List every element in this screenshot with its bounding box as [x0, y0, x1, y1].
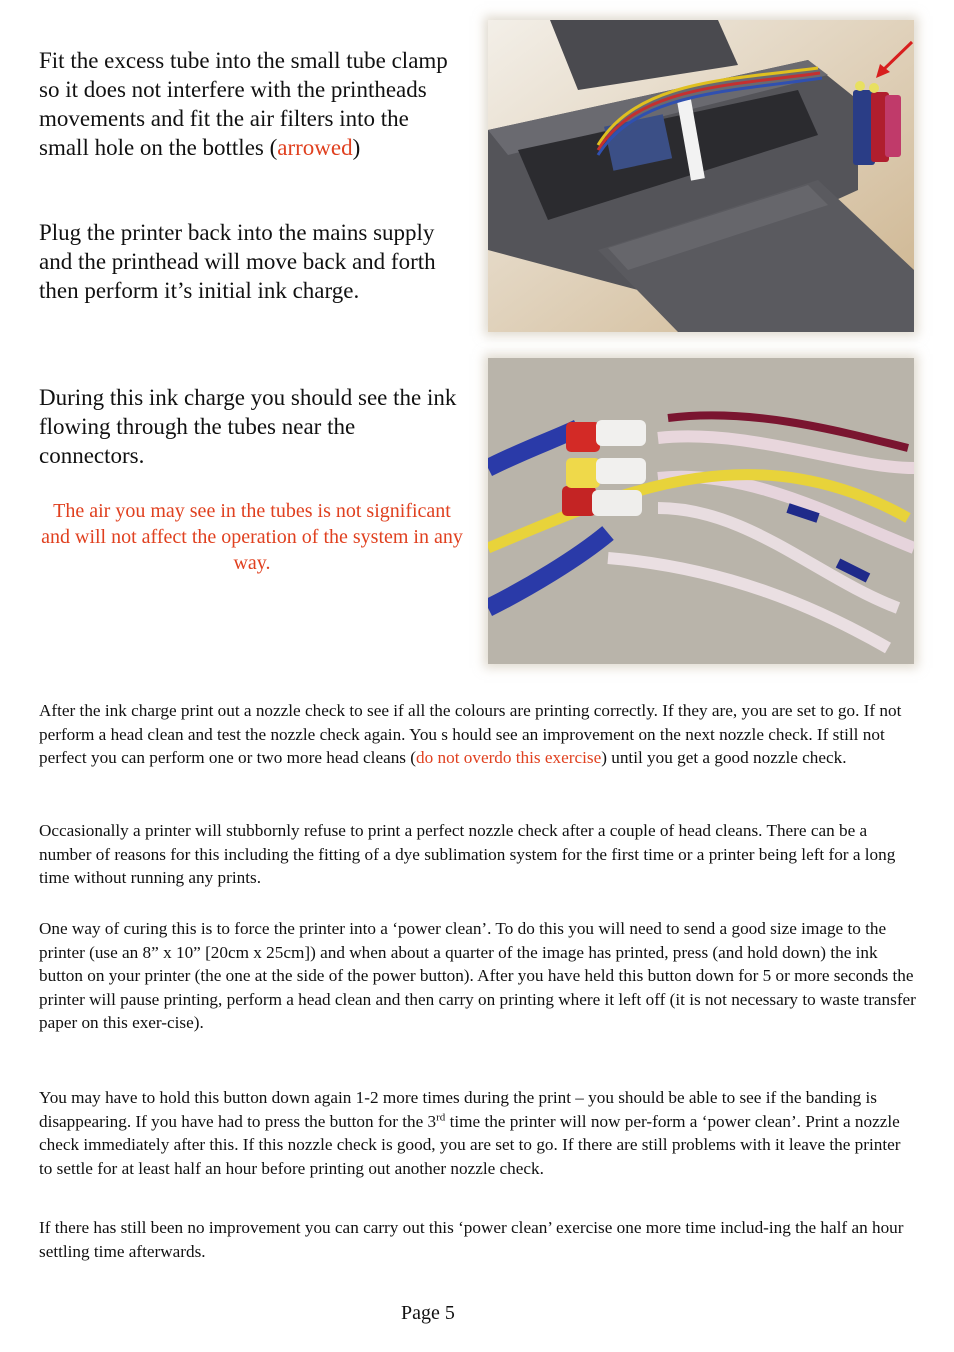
- final-paragraph: If there has still been no improvement you can carry out this ‘power clean’ exercise one more time includ-ing the half an hour settling time afterwards.: [39, 1218, 904, 1261]
- ordinal-sup: rd: [436, 1110, 446, 1123]
- overdo-warning: do not overdo this exercise: [416, 748, 602, 767]
- printer-photo: [488, 20, 914, 332]
- tubes-illustration: [488, 358, 914, 664]
- plug-paragraph: Plug the printer back into the mains supply and the printhead will move back and forth then perform it’s initial ink charge.: [39, 220, 436, 303]
- intro-paragraph: [39, 46, 459, 162]
- power-clean-paragraph: One way of curing this is to force the printer into a ‘power clean’. To do this you will need to send a good size image to the printer (use an 8” x 10” [20cm x 25cm]) and when about a quarter of the image has printed, press (and hold down) the ink button on your printer (the one at the side of the power button). After you have held this button down for 5 or more seconds the printer will pause printing, perform a head clean and then carry on printing where it left off (it is not necessary to waste transfer paper on this exer-cise).: [39, 919, 916, 1032]
- intro-text: Fit the excess tube into the small tube clamp so it does not interfere with the printheads movements and fit the air filters into the small hole on the bottles (: [39, 48, 448, 160]
- charge-paragraph: During this ink charge you should see the ink flowing through the tubes near the connectors.: [39, 385, 457, 468]
- hold-text-a: You may have to hold this button down again 1-2 more times during the print – you should be able to see if the banding is disappearing. If you have had to press the button for the 3: [39, 1088, 877, 1131]
- hold-text-b: time the printer will now per-form a ‘power clean’. Print a nozzle check immediately after this. If this nozzle check is good, you are set to go. If there are still problems with it leave the printer to settle for at least half an hour before printing out another nozzle check.: [39, 1111, 901, 1178]
- air-note: The air you may see in the tubes is not significant and will not affect the operation of the system in any way.: [41, 500, 463, 574]
- hold-button-paragraph: [39, 1086, 914, 1180]
- nozzle-closing: ) until you get a good nozzle check.: [601, 748, 847, 767]
- page-number: Page 5: [401, 1302, 455, 1324]
- tubes-photo: [488, 358, 914, 664]
- nozzle-check-paragraph: [39, 699, 914, 770]
- arrowed-highlight: arrowed: [277, 135, 353, 160]
- nozzle-text: After the ink charge print out a nozzle check to see if all the colours are printing correctly. If they are, you are set to go. If not perform a head clean and test the nozzle check again. You s hould see an improvement on the next nozzle check. If still not perfect you can perform one or two more head cleans (: [39, 701, 902, 767]
- stubborn-paragraph: Occasionally a printer will stubbornly refuse to print a perfect nozzle check after a couple of head cleans. There can be a number of reasons for this including the fitting of a dye sublimation system for the first time or a printer being left for a long time without running any prints.: [39, 821, 896, 887]
- printer-illustration: [488, 20, 914, 332]
- intro-closing: ): [352, 135, 361, 160]
